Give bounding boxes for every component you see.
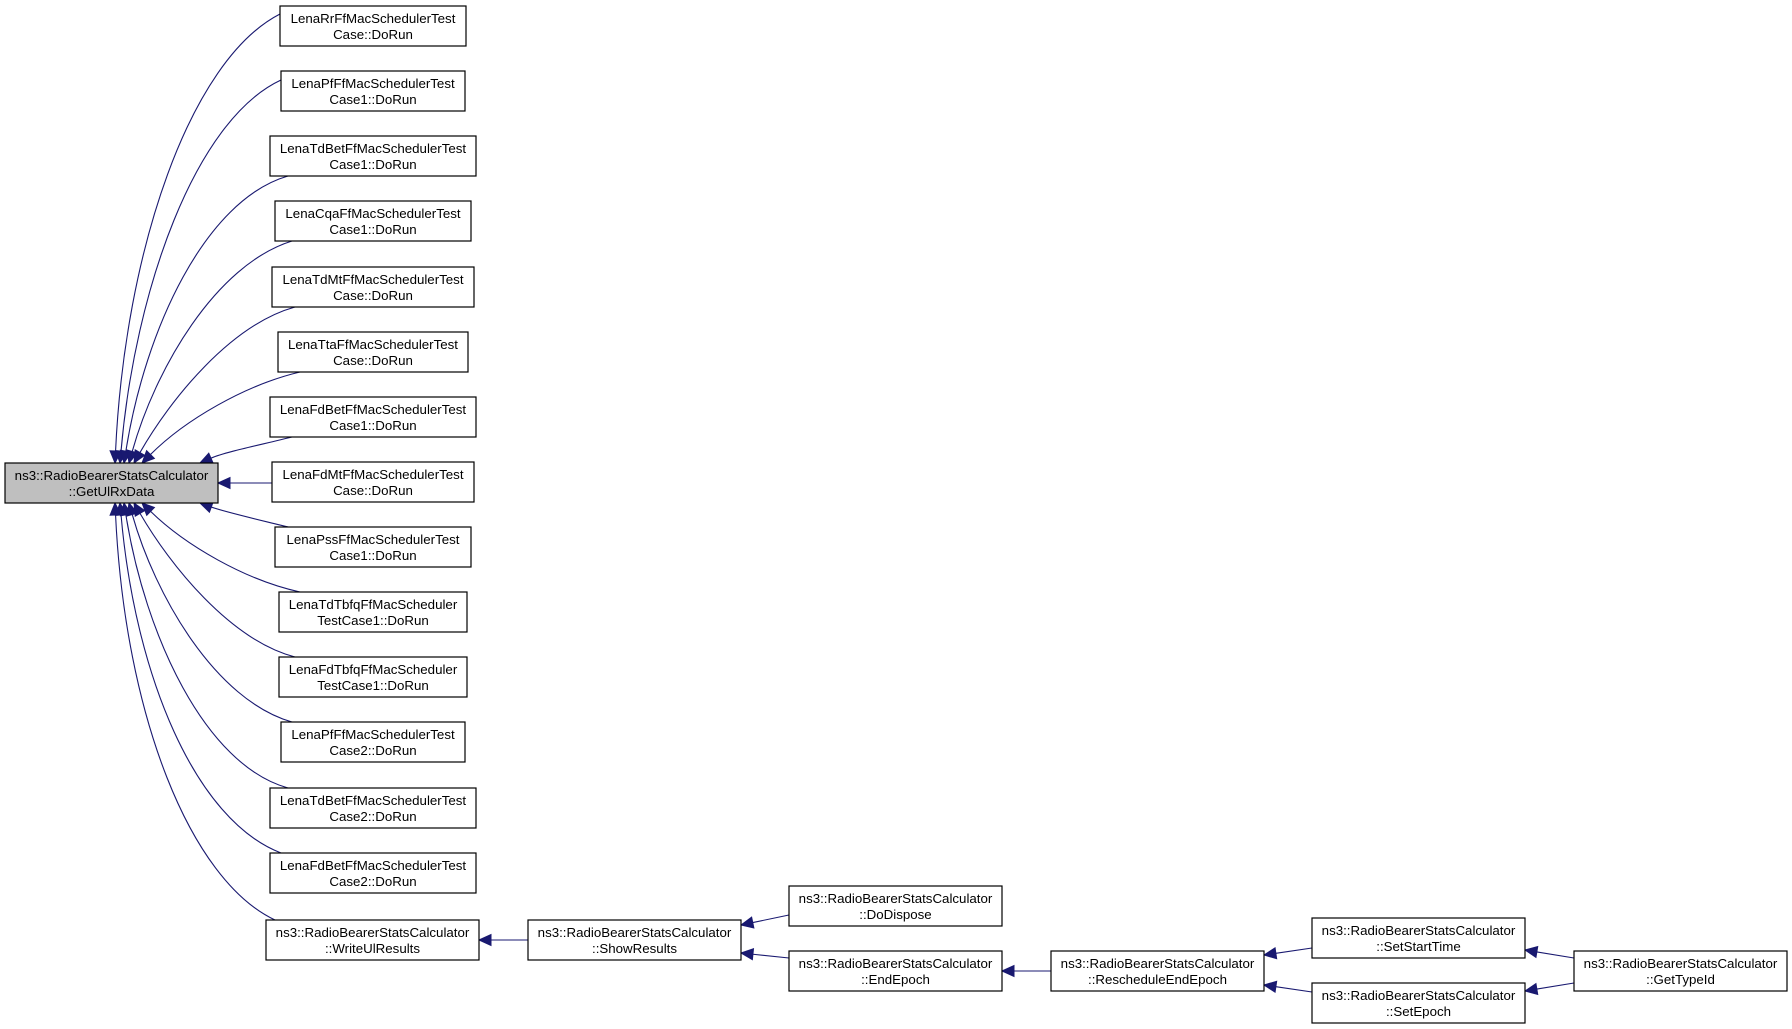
node-label-line1: ns3::RadioBearerStatsCalculator [537, 925, 732, 940]
edge-line [1537, 983, 1574, 989]
arrowhead [479, 935, 491, 946]
node-label-line2: TestCase1::DoRun [317, 678, 429, 693]
node-label-line2: Case2::DoRun [329, 809, 417, 824]
edge-get_type_id-to-set_start_time [1525, 947, 1574, 958]
arrowhead [200, 453, 213, 463]
edge-tdbet_test2-to-get_ul_rx_data [120, 503, 288, 788]
edge-fdbet_test2-to-get_ul_rx_data [116, 503, 281, 853]
nodes-layer [5, 6, 1787, 1023]
node-label-line2: ::SetEpoch [1385, 1004, 1452, 1019]
edge-write_ul_results-to-get_ul_rx_data [110, 503, 275, 920]
node-label-line2: ::GetUlRxData [68, 484, 155, 499]
edge-line [126, 515, 288, 788]
node-fdmt-test[interactable] [272, 462, 474, 502]
node-label-line1: ns3::RadioBearerStatsCalculator [1321, 988, 1516, 1003]
edge-cqa_test1-to-get_ul_rx_data [127, 241, 292, 463]
node-label-line1: LenaPfFfMacSchedulerTest [291, 76, 455, 91]
node-tdbet-test2[interactable] [270, 788, 476, 828]
node-label-line2: Case1::DoRun [329, 157, 417, 172]
node-label-line1: LenaCqaFfMacSchedulerTest [285, 206, 461, 221]
edge-line [121, 80, 281, 451]
node-label-line1: LenaFdBetFfMacSchedulerTest [279, 402, 467, 417]
node-tta-test[interactable] [278, 332, 468, 372]
edge-line [211, 507, 292, 528]
node-label-line1: LenaTdBetFfMacSchedulerTest [279, 793, 467, 808]
edge-rr_test-to-get_ul_rx_data [110, 14, 280, 463]
arrowhead [1525, 947, 1538, 958]
edge-line [132, 241, 292, 451]
arrowhead [1525, 984, 1538, 995]
edge-pss_test1-to-get_ul_rx_data [200, 502, 292, 528]
node-label-line1: LenaRrFfMacSchedulerTest [290, 11, 456, 26]
arrowhead [741, 949, 754, 960]
node-rr-test[interactable] [280, 6, 466, 46]
edge-line [211, 437, 292, 458]
node-label-line1: LenaTdTbfqFfMacScheduler [288, 597, 458, 612]
node-tdtbfq-test1[interactable] [279, 592, 467, 632]
node-label-line2: ::RescheduleEndEpoch [1088, 972, 1227, 987]
node-label-line1: ns3::RadioBearerStatsCalculator [1321, 923, 1516, 938]
edge-tdbet_test1-to-get_ul_rx_data [120, 176, 288, 463]
node-fdbet-test2[interactable] [270, 853, 476, 893]
node-label-line1: LenaFdTbfqFfMacScheduler [288, 662, 458, 677]
node-label-line1: LenaFdBetFfMacSchedulerTest [279, 858, 467, 873]
node-label-line1: ns3::RadioBearerStatsCalculator [798, 891, 993, 906]
edge-pf_test2-to-get_ul_rx_data [127, 503, 292, 722]
node-label-line1: LenaFdMtFfMacSchedulerTest [282, 467, 464, 482]
node-pf-test1[interactable] [281, 71, 465, 111]
edge-line [132, 515, 292, 722]
node-label-line2: Case1::DoRun [329, 418, 417, 433]
node-label-line2: ::SetStartTime [1376, 939, 1461, 954]
arrowhead [1264, 948, 1277, 959]
node-label-line2: Case1::DoRun [329, 92, 417, 107]
edge-fdmt_test-to-get_ul_rx_data [218, 478, 272, 489]
edge-do_dispose-to-show_results [741, 915, 789, 928]
node-label-line2: ::WriteUlResults [324, 941, 421, 956]
node-cqa-test1[interactable] [275, 201, 471, 241]
node-label-line1: ns3::RadioBearerStatsCalculator [1583, 956, 1778, 971]
edge-line [753, 954, 789, 958]
node-label-line2: ::ShowResults [592, 941, 677, 956]
arrowhead [1264, 981, 1277, 992]
edge-line [140, 513, 295, 657]
node-label-line1: ns3::RadioBearerStatsCalculator [1060, 956, 1255, 971]
node-label-line1: LenaPfFfMacSchedulerTest [291, 727, 455, 742]
node-label-line2: TestCase1::DoRun [317, 613, 429, 628]
node-get-ul-rx-data[interactable] [5, 463, 218, 503]
node-label-line1: LenaTdBetFfMacSchedulerTest [279, 141, 467, 156]
edge-line [126, 176, 288, 451]
node-reschedule-end-epoch[interactable] [1051, 951, 1264, 991]
node-do-dispose[interactable] [789, 886, 1002, 926]
edge-reschedule_end_epoch-to-end_epoch [1002, 966, 1051, 977]
node-label-line1: ns3::RadioBearerStatsCalculator [14, 468, 209, 483]
node-label-line2: Case2::DoRun [329, 743, 417, 758]
edge-line [121, 515, 281, 853]
edge-get_type_id-to-set_epoch [1525, 983, 1574, 994]
node-label-line1: ns3::RadioBearerStatsCalculator [275, 925, 470, 940]
arrowhead [741, 917, 754, 928]
edge-line [1276, 987, 1312, 992]
node-label-line2: Case::DoRun [333, 353, 413, 368]
node-label-line2: Case2::DoRun [329, 874, 417, 889]
node-label-line2: Case1::DoRun [329, 222, 417, 237]
edge-line [1537, 952, 1574, 958]
node-label-line1: LenaTtaFfMacSchedulerTest [288, 337, 458, 352]
node-label-line1: ns3::RadioBearerStatsCalculator [798, 956, 993, 971]
node-write-ul-results[interactable] [266, 920, 479, 960]
edge-pf_test1-to-get_ul_rx_data [116, 80, 281, 463]
node-label-line2: Case::DoRun [333, 288, 413, 303]
node-label-line2: ::EndEpoch [861, 972, 930, 987]
edge-line [1276, 948, 1312, 953]
arrowhead [218, 478, 230, 489]
node-label-line1: LenaPssFfMacSchedulerTest [286, 532, 460, 547]
node-label-line2: Case::DoRun [333, 27, 413, 42]
node-label-line2: ::GetTypeId [1646, 972, 1715, 987]
edge-show_results-to-write_ul_results [479, 935, 528, 946]
node-label-line1: LenaTdMtFfMacSchedulerTest [282, 272, 464, 287]
node-set-epoch[interactable] [1312, 983, 1525, 1023]
node-fdtbfq-test1[interactable] [279, 657, 467, 697]
arrowhead [1002, 966, 1014, 977]
node-show-results[interactable] [528, 920, 741, 960]
node-tdmt-test[interactable] [272, 267, 474, 307]
edge-set_start_time-to-reschedule_end_epoch [1264, 948, 1312, 959]
node-end-epoch[interactable] [789, 951, 1002, 991]
edge-fdbet_test1-to-get_ul_rx_data [200, 437, 292, 463]
node-tdbet-test1[interactable] [270, 136, 476, 176]
node-fdbet-test1[interactable] [270, 397, 476, 437]
node-label-line2: ::DoDispose [859, 907, 932, 922]
node-get-type-id[interactable] [1574, 951, 1787, 991]
node-label-line2: Case1::DoRun [329, 548, 417, 563]
edge-line [753, 915, 789, 923]
edge-end_epoch-to-show_results [741, 949, 789, 960]
node-pss-test1[interactable] [275, 527, 471, 567]
node-set-start-time[interactable] [1312, 918, 1525, 958]
edge-set_epoch-to-reschedule_end_epoch [1264, 981, 1312, 992]
node-label-line2: Case::DoRun [333, 483, 413, 498]
node-pf-test2[interactable] [281, 722, 465, 762]
